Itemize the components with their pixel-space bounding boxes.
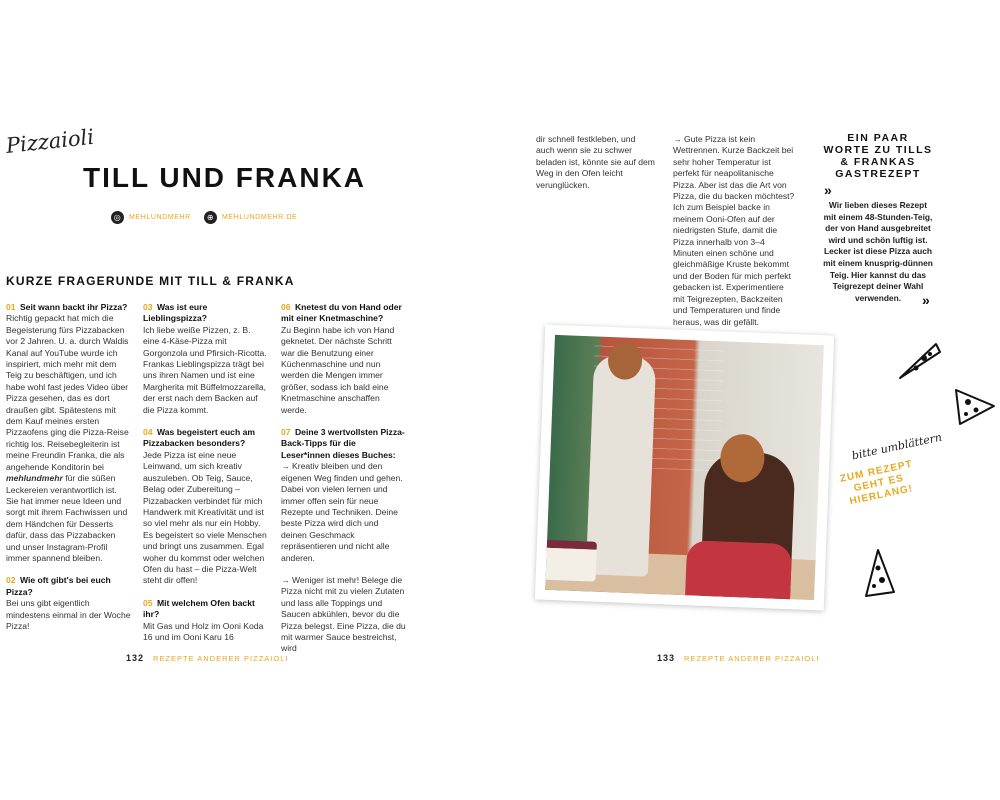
question-number: 05 <box>143 597 153 608</box>
interview-column-2 <box>143 302 268 654</box>
page-number: 132 <box>126 653 145 663</box>
recipe-link-stamp[interactable]: ZUM REZEPT GEHT ES HIERLANG! <box>839 458 915 508</box>
aside-body: Wir lieben dieses Rezept mit einem 48-Stunden-Teig, der von Hand ausgebreitet wird und schön luftig ist. Lecker ist diese Pizza auch mit einem knusprig-dünnen Teig. Hier kannst du das Teigrezept deiner Wahl verwenden. <box>823 200 933 303</box>
social-website[interactable] <box>204 211 297 224</box>
answer-text: Bei uns gibt eigentlich mindestens einmal in der Woche Pizza! <box>6 598 131 631</box>
footer-label: REZEPTE ANDERER PIZZAIOLI <box>153 654 289 663</box>
chevrons-right-icon: » <box>824 182 828 198</box>
pizza-slice-icon <box>896 338 944 384</box>
question-number: 04 <box>143 427 153 438</box>
question-text: Deine 3 wertvollsten Pizza-Back-Tipps für die Leser*innen dieses Buches: <box>281 427 405 460</box>
pizza-slice-icon <box>862 546 898 602</box>
answer-text-c: für die süßen Leckereien verantwortlich ist. Sie hat immer neue Ideen und sorgt mit ihrem Fachwissen und dem Händchen für Desserts dafür, dass das Pizzabacken und unser Instagram-Profil immer spannend bleiben. <box>6 473 128 563</box>
interview-column-1 <box>6 302 131 643</box>
question-text: Mit welchem Ofen backt ihr? <box>143 597 255 620</box>
social-website-label: MEHLUNDMEHR.DE <box>222 214 298 221</box>
interview-column-3 <box>281 302 406 666</box>
kicker-script: Pizzaioli <box>4 124 96 158</box>
question-04 <box>143 427 268 587</box>
globe-icon: ⊕ <box>204 211 217 224</box>
question-text: Knetest du von Hand oder mit einer Knetmaschine? <box>281 302 402 324</box>
aside-heading: EIN PAAR WORTE ZU TILLS & FRANKAS GASTREZEPT <box>823 132 933 180</box>
question-number: 03 <box>143 302 153 312</box>
question-text: Wie oft gibt's bei euch Pizza? <box>6 575 111 597</box>
answer-text: Zu Beginn habe ich von Hand geknetet. Der nächste Schritt war die Benutzung einer Küchenmaschine und nun werden die Mengen immer größer, sodass ich bald eine Knetmaschine anschaffen werde. <box>281 324 395 415</box>
answer-text: Jede Pizza ist eine neue Leinwand, um sich kreativ auszuleben. Ob Teig, Sauce, Belag oder Zubereitung – Pizzabacken verbindet für mich Handwerk mit Kreativität und ist so viel mehr als nur ein Hobby. Es begeistert so viele Menschen und bringt uns zusammen. Egal woher du kommst oder welchen Ofen du hast – die Pizza-Welt steht dir offen! <box>143 449 267 586</box>
answer-text: Ich liebe weiße Pizzen, z. B. eine 4-Käse-Pizza mit Gorgonzola und Pfirsich-Ricotta. Frankas Lieblingspizza trägt bei uns ihren Namen und ist eine Margherita mit Büffelmozzarella, der erst nach dem Backen auf die Pizza kommt. <box>143 324 267 415</box>
section-heading: KURZE FRAGERUNDE MIT TILL & FRANKA <box>6 274 295 288</box>
answer-brand: mehlundmehr <box>6 473 63 484</box>
tip-3: → Gute Pizza ist kein Wettrennen. Kurze Backzeit bei sehr hoher Temperatur ist perfekt für neapolitanische Pizza. Aber ist das die Art von Pizza, die du backen möchtest? Ich zum Beispiel backe in meinem Ooni-Ofen auf der niedrigsten Stufe, damit die Pizza innerhalb von 3–4 Minuten einen schöne und gleichmäßige Kruste bekommt und der Boden für mich perfekt gebacken ist. Experimentiere mit Teigrezepten, Backzeiten und Temperaturen und finde heraus, was dir gefällt. <box>673 134 795 327</box>
answer-text: Mit Gas und Holz im Ooni Koda 16 und im Ooni Karu 16 <box>143 620 264 642</box>
page-title: TILL UND FRANKA <box>83 162 367 193</box>
question-number: 01 <box>6 302 16 312</box>
continued-column-1 <box>536 134 656 202</box>
question-01 <box>6 302 131 564</box>
social-instagram[interactable] <box>111 211 191 224</box>
answer-text-a: Richtig gepackt hat mich die Begeisterung fürs Pizzabacken vor 2 Jahren. U. a. durch Waldis Kanal auf YouTube wurde ich inspiriert, mich mehr mit dem Teig zu beschäftigen, und ich habe wohl fast jedes Video über Pizza gesehen, das es dort draußen gibt. Spätestens mit dem Kauf meines ersten Pizzaofens ging die Pizza-Reise richtig los. Reisebegleiterin ist meine Freundin Franka, die als angehende Konditorin bei <box>6 313 129 472</box>
footer-label: REZEPTE ANDERER PIZZAIOLI <box>684 654 820 663</box>
question-05 <box>143 598 268 644</box>
question-03 <box>143 302 268 416</box>
photo-image <box>545 335 824 600</box>
pizza-slice-icon <box>950 384 998 428</box>
tip-2: → Weniger ist mehr! Belege die Pizza nicht mit zu vielen Zutaten und lass alle Toppings und Saucen abkühlen, bevor du die Pizza belegst. Eine Pizza, die du mit warmer Sauce bestreichst, wird <box>281 574 406 654</box>
question-number: 02 <box>6 575 16 586</box>
continued-column-2 <box>673 134 796 339</box>
social-instagram-label: MEHLUNDMEHR <box>129 214 191 221</box>
photo-till-franka <box>535 325 834 611</box>
question-text: Was ist eure Lieblingspizza? <box>143 302 208 324</box>
question-number: 07 <box>281 427 291 438</box>
question-02 <box>6 575 131 632</box>
chevrons-right-icon: » <box>922 292 926 308</box>
turn-page-note: bitte umblättern <box>850 430 944 463</box>
instagram-icon: ◎ <box>111 211 124 224</box>
continued-text: dir schnell festkleben, und auch wenn sie zu schwer beladen ist, könnte sie auf dem Weg in den Ofen leicht verunglücken. <box>536 134 655 190</box>
question-text: Seit wann backt ihr Pizza? <box>19 302 128 312</box>
page-number: 133 <box>657 653 676 663</box>
tip-1: → Kreativ bleiben und den eigenen Weg finden und gehen. Dabei von vielen lernen und immer offen sein für neue Rezepte und Techniken. Deine beste Pizza wird dich und deinen Geschmack repräsentieren und nicht alle anderen. <box>281 461 403 563</box>
question-06 <box>281 302 406 416</box>
question-07 <box>281 427 406 655</box>
footer-left <box>126 653 288 663</box>
question-text: Was begeistert euch am Pizzabacken besonders? <box>143 427 256 449</box>
footer-right <box>657 653 819 663</box>
recipe-aside <box>822 132 934 304</box>
question-number: 06 <box>281 302 291 312</box>
